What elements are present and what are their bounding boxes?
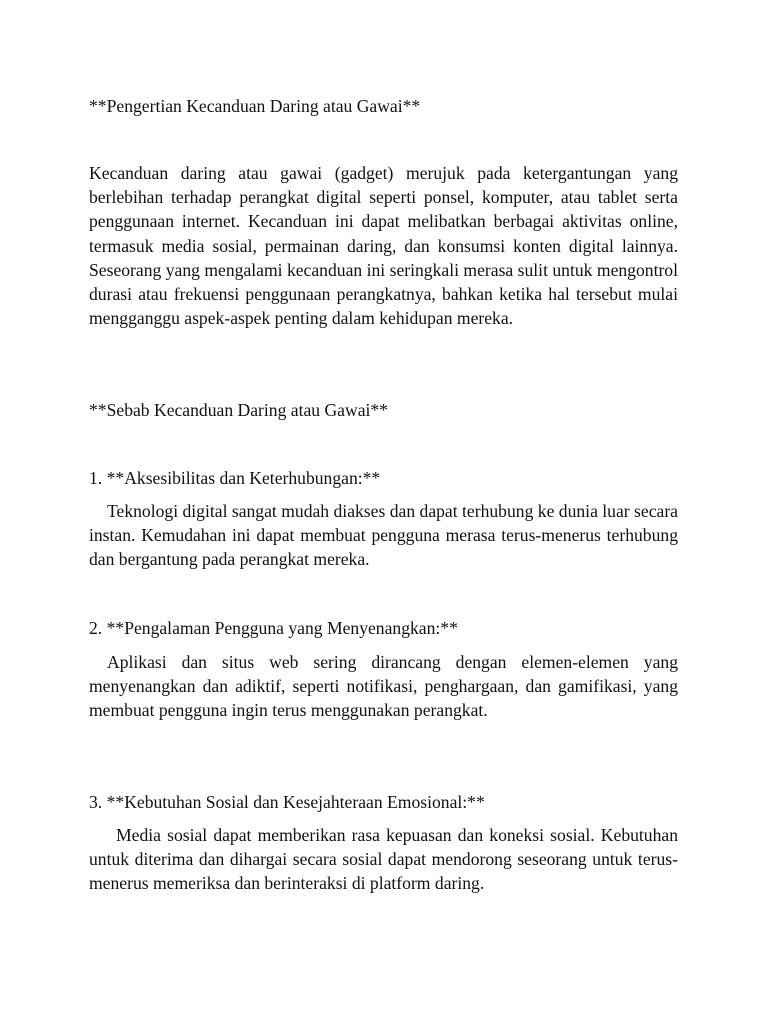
cause-1-title: 1. **Aksesibilitas dan Keterhubungan:** — [89, 468, 381, 488]
cause-3-title: 3. **Kebutuhan Sosial dan Kesejahteraan Emosional:** — [89, 792, 485, 812]
cause-2-title: 2. **Pengalaman Pengguna yang Menyenangkan:** — [89, 618, 458, 638]
cause-3-body: Media sosial dapat memberikan rasa kepuasan dan koneksi sosial. Kebutuhan untuk diterima dan dihargai secara sosial dapat mendorong seseorang untuk terus-menerus memeriksa dan berinteraksi di platform daring. — [89, 825, 678, 894]
heading-definition: **Pengertian Kecanduan Daring atau Gawai** — [89, 96, 421, 116]
cause-1-body: Teknologi digital sangat mudah diakses dan dapat terhubung ke dunia luar secara instan. Kemudahan ini dapat membuat pengguna merasa terus-menerus terhubung dan bergantung pada perangkat mereka. — [89, 501, 678, 570]
definition-paragraph: Kecanduan daring atau gawai (gadget) merujuk pada ketergantungan yang berlebihan terhadap perangkat digital seperti ponsel, komputer, atau tablet serta penggunaan internet. Kecanduan ini dapat melibatkan berbagai aktivitas online, termasuk media sosial, permainan daring, dan konsumsi konten digital lainnya. Seseorang yang mengalami kecanduan ini seringkali merasa sulit untuk mengontrol durasi atau frekuensi penggunaan perangkatnya, bahkan ketika hal tersebut mulai mengganggu aspek-aspek penting dalam kehidupan mereka. — [89, 163, 678, 329]
cause-2-body: Aplikasi dan situs web sering dirancang dengan elemen-elemen yang menyenangkan dan adiktif, seperti notifikasi, penghargaan, dan gamifikasi, yang membuat pengguna ingin terus menggunakan perangkat. — [89, 652, 678, 721]
heading-causes: **Sebab Kecanduan Daring atau Gawai** — [89, 400, 388, 420]
